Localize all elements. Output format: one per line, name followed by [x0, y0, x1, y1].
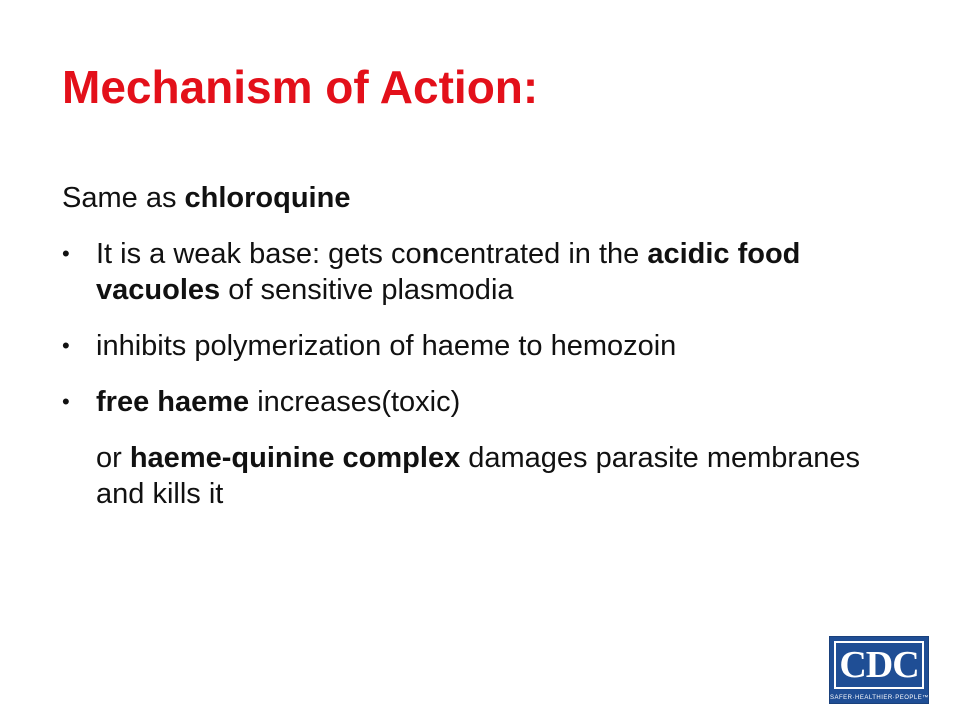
bullet-3-bold: free haeme	[96, 386, 250, 418]
cdc-logo	[829, 636, 929, 704]
bullet-item	[62, 384, 902, 420]
bullet-dot: •	[62, 333, 70, 358]
slide-body	[62, 180, 902, 512]
bullet-dot: •	[62, 241, 70, 266]
bullet-dot: •	[62, 389, 70, 414]
slide-title: Mechanism of Action:	[62, 61, 539, 113]
bullet-1-text-a: It is a weak base: gets co	[96, 238, 422, 270]
continuation-bold: haeme-quinine complex	[129, 442, 461, 474]
cdc-logo-text: CDC	[839, 644, 919, 686]
bullet-1-bold-a: n	[421, 238, 440, 270]
bullet-item	[62, 236, 902, 308]
bullet-1-text-b: centrated in the	[439, 238, 648, 270]
bullet-2-text: inhibits polymerization of haeme to hemozoin	[96, 330, 677, 362]
bullet-1-bold-b: acidic food vacuoles	[96, 238, 801, 306]
bullet-item	[62, 328, 902, 364]
bullet-3-text: increases(toxic)	[249, 386, 461, 418]
continuation-prefix: or	[96, 442, 130, 474]
cdc-logo-frame	[834, 641, 924, 689]
intro-bold: chloroquine	[184, 182, 351, 214]
cdc-logo-tagline: SAFER·HEALTHIER·PEOPLE™	[830, 695, 929, 701]
intro-line	[62, 180, 902, 216]
intro-prefix: Same as	[62, 182, 185, 214]
continuation-suffix: damages parasite membranes and kills it	[96, 442, 860, 510]
bullet-1-text-c: of sensitive plasmodia	[220, 274, 514, 306]
continuation-paragraph	[62, 440, 902, 512]
